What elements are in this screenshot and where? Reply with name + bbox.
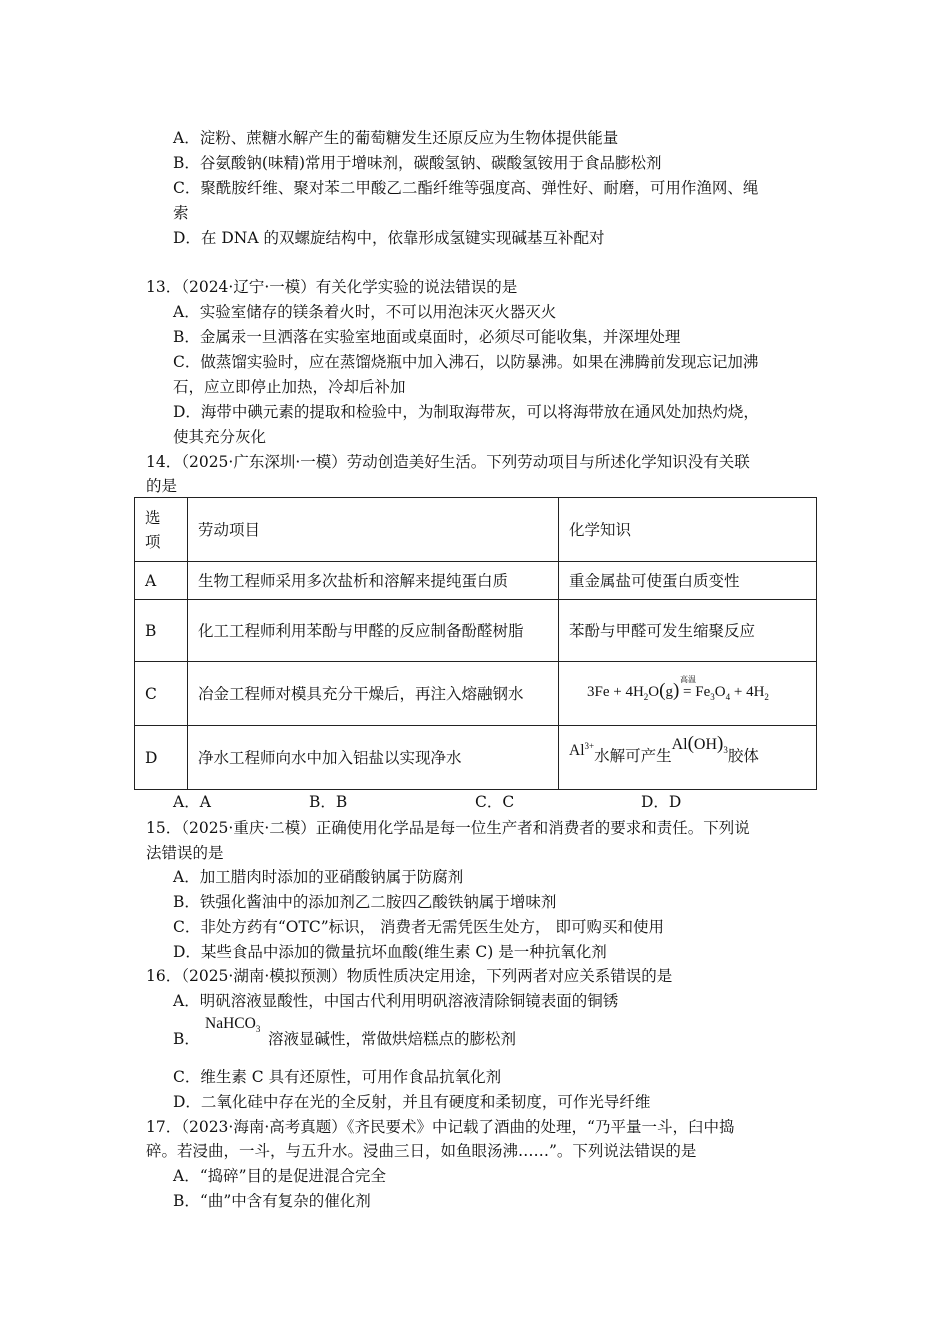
row-option: B bbox=[135, 600, 188, 662]
row-knowledge-equation: $3Fe + 4H_2O(g)$ 高温 = $Fe_3O_4 + 4H_2$ bbox=[559, 662, 817, 726]
table-row bbox=[135, 726, 817, 790]
q16-option-c: C．维生素 C 具有还原性，可用作食品抗氧化剂 bbox=[173, 1068, 502, 1086]
q16-stem: 16．（2025·湖南·模拟预测）物质性质决定用途，下列两者对应关系错误的是 bbox=[146, 967, 673, 985]
q14-option-a: A．A bbox=[173, 793, 211, 811]
q17-stem-line2: 碎。若浸曲，一斗，与五升水。浸曲三日，如鱼眼汤沸……”。下列说法错误的是 bbox=[146, 1142, 697, 1160]
q17-option-b: B．“曲”中含有复杂的催化剂 bbox=[173, 1192, 371, 1210]
q13-option-d-line1: D．海带中碘元素的提取和检验中，为制取海带灰，可以将海带放在通风处加热灼烧， bbox=[173, 403, 759, 421]
q14-options bbox=[173, 792, 681, 812]
row-knowledge-al: $Al^{3+}$水解可产生$Al(OH)_3$胶体 bbox=[559, 726, 817, 790]
q14-stem-line2: 的是 bbox=[146, 477, 178, 495]
header-knowledge: 化学知识 bbox=[559, 498, 817, 562]
q12-option-c-line2: 索 bbox=[173, 204, 189, 222]
q14-table bbox=[134, 497, 817, 790]
q15-stem-line2: 法错误的是 bbox=[146, 844, 224, 862]
q14-stem-line1: 14．（2025·广东深圳·一模）劳动创造美好生活。下列劳动项目与所述化学知识没有关联 bbox=[146, 453, 750, 471]
q17-option-a: A．“捣碎”目的是促进混合完全 bbox=[173, 1167, 387, 1185]
q14-option-c: C．C bbox=[475, 793, 515, 811]
row-option: D bbox=[135, 726, 188, 790]
q15-stem-line1: 15．（2025·重庆·二模）正确使用化学品是每一位生产者和消费者的要求和责任。下列说 bbox=[146, 819, 750, 837]
q16-option-b-text: 溶液显碱性，常做烘焙糕点的膨松剂 bbox=[268, 1030, 517, 1048]
row-project: 净水工程师向水中加入铝盐以实现净水 bbox=[188, 726, 559, 790]
table-row bbox=[135, 600, 817, 662]
q12-option-c-line1: C．聚酰胺纤维、聚对苯二甲酸乙二酯纤维等强度高、弹性好、耐磨，可用作渔网、绳 bbox=[173, 179, 759, 197]
table-header-row bbox=[135, 498, 817, 562]
q15-option-a: A．加工腊肉时添加的亚硝酸钠属于防腐剂 bbox=[173, 868, 464, 886]
q13-stem: 13．（2024·辽宁·一模）有关化学实验的说法错误的是 bbox=[146, 278, 518, 296]
row-project: 生物工程师采用多次盐析和溶解来提纯蛋白质 bbox=[188, 562, 559, 600]
q16-option-b-formula: NaHCO$_3$ bbox=[205, 1015, 261, 1035]
q15-option-b: B．铁强化酱油中的添加剂乙二胺四乙酸铁钠属于增味剂 bbox=[173, 893, 557, 911]
q12-option-b: B．谷氨酸钠(味精)常用于增味剂，碳酸氢钠、碳酸氢铵用于食品膨松剂 bbox=[173, 154, 662, 172]
q14-option-d: D．D bbox=[641, 793, 682, 811]
q16-option-a: A．明矾溶液显酸性，中国古代利用明矾溶液清除铜镜表面的铜锈 bbox=[173, 992, 619, 1010]
q13-option-d-line2: 使其充分灰化 bbox=[173, 428, 267, 446]
reaction-condition: 高温 bbox=[680, 674, 697, 684]
q17-stem-line1: 17．（2023·海南·高考真题）《齐民要术》中记载了酒曲的处理，“乃平量一斗，臼中捣 bbox=[146, 1118, 735, 1136]
q13-option-b: B．金属汞一旦洒落在实验室地面或桌面时，必须尽可能收集，并深埋处理 bbox=[173, 328, 681, 346]
header-option: 选 项 bbox=[135, 498, 188, 562]
table-row bbox=[135, 662, 817, 726]
header-project: 劳动项目 bbox=[188, 498, 559, 562]
q16-option-d: D．二氧化硅中存在光的全反射，并且有硬度和柔韧度，可作光导纤维 bbox=[173, 1093, 651, 1111]
q15-option-d: D．某些食品中添加的微量抗坏血酸(维生素 C) 是一种抗氧化剂 bbox=[173, 943, 607, 961]
q14-option-b: B．B bbox=[309, 793, 348, 811]
q13-option-c-line1: C．做蒸馏实验时，应在蒸馏烧瓶中加入沸石，以防暴沸。如果在沸腾前发现忘记加沸 bbox=[173, 353, 759, 371]
row-knowledge: 重金属盐可使蛋白质变性 bbox=[559, 562, 817, 600]
q16-option-b-label: B． bbox=[173, 1030, 200, 1048]
row-project: 化工工程师利用苯酚与甲醛的反应制备酚醛树脂 bbox=[188, 600, 559, 662]
q12-option-d: D．在 DNA 的双螺旋结构中，依靠形成氢键实现碱基互补配对 bbox=[173, 229, 605, 247]
q13-option-c-line2: 石，应立即停止加热，冷却后补加 bbox=[173, 378, 406, 396]
q15-option-c: C．非处方药有“OTC”标识， 消费者无需凭医生处方， 即可购买和使用 bbox=[173, 918, 664, 936]
row-project: 冶金工程师对模具充分干燥后，再注入熔融钢水 bbox=[188, 662, 559, 726]
row-knowledge: 苯酚与甲醛可发生缩聚反应 bbox=[559, 600, 817, 662]
q13-option-a: A．实验室储存的镁条着火时，不可以用泡沫灭火器灭火 bbox=[173, 303, 557, 321]
q12-option-a: A．淀粉、蔗糖水解产生的葡萄糖发生还原反应为生物体提供能量 bbox=[173, 129, 619, 147]
row-option: C bbox=[135, 662, 188, 726]
table-row bbox=[135, 562, 817, 600]
row-option: A bbox=[135, 562, 188, 600]
